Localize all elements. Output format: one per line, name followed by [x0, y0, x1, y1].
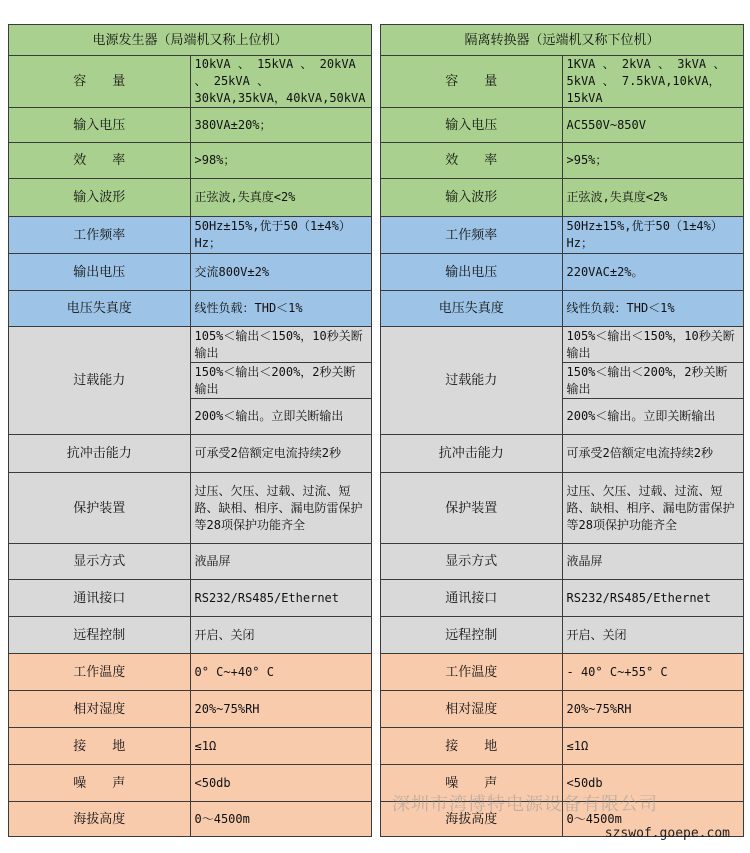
humidity-label: 相对湿度	[9, 691, 191, 728]
frequency-label: 工作频率	[9, 217, 191, 254]
power-generator-spec-table	[8, 24, 372, 837]
surge-label: 抗冲击能力	[9, 435, 191, 473]
altitude-value: 0～4500m	[190, 802, 372, 837]
frequency-value: 50Hz±15%,优于50（1±4%）Hz；	[190, 217, 372, 254]
overload-value-3: 200%＜输出。立即关断输出	[562, 399, 744, 435]
remote-value: 开启、关闭	[190, 617, 372, 654]
ground-value: ≤1Ω	[562, 728, 744, 765]
frequency-value: 50Hz±15%,优于50（1±4%）Hz；	[562, 217, 744, 254]
humidity-label: 相对湿度	[381, 691, 563, 728]
input-waveform-value: 正弦波,失真度<2%	[190, 179, 372, 217]
overload-label: 过载能力	[381, 327, 563, 435]
overload-value-2: 150%＜输出＜200%，2秒关断输出	[190, 363, 372, 399]
humidity-value: 20%~75%RH	[562, 691, 744, 728]
comm-value: RS232/RS485/Ethernet	[190, 580, 372, 617]
display-value: 液晶屏	[190, 544, 372, 580]
overload-label: 过载能力	[9, 327, 191, 435]
company-watermark: 深圳市湾博特电源设备有限公司	[392, 794, 658, 815]
humidity-value: 20%~75%RH	[190, 691, 372, 728]
altitude-label: 海拔高度	[9, 802, 191, 837]
capacity-value: 1KVA 、 2kVA 、 3kVA 、 5kVA 、 7.5kVA,10kVA，15kVA	[562, 56, 744, 108]
overload-value-2: 150%＜输出＜200%，2秒关断输出	[562, 363, 744, 399]
noise-label: 噪 声	[381, 765, 563, 802]
table-title: 电源发生器（局端机又称上位机）	[9, 25, 372, 56]
remote-label: 远程控制	[381, 617, 563, 654]
frequency-label: 工作频率	[381, 217, 563, 254]
site-url: szswof.goepe.com	[604, 826, 730, 841]
protection-value: 过压、欠压、过载、过流、短路、缺相、相序、漏电防雷保护等28项保护功能齐全	[562, 473, 744, 544]
protection-value: 过压、欠压、过载、过流、短路、缺相、相序、漏电防雷保护等28项保护功能齐全	[190, 473, 372, 544]
surge-value: 可承受2倍额定电流持续2秒	[562, 435, 744, 473]
distortion-value: 线性负载：THD＜1%	[190, 291, 372, 327]
input-voltage-value: AC550V~850V	[562, 108, 744, 143]
output-voltage-value: 220VAC±2%。	[562, 254, 744, 291]
efficiency-value: >95%；	[562, 143, 744, 179]
input-waveform-label: 输入波形	[381, 179, 563, 217]
overload-value-1: 105%＜输出＜150%，10秒关断输出	[190, 327, 372, 363]
noise-label: 噪 声	[9, 765, 191, 802]
protection-label: 保护装置	[381, 473, 563, 544]
isolation-converter-spec-table	[380, 24, 744, 837]
distortion-value: 线性负载：THD＜1%	[562, 291, 744, 327]
noise-value: <50db	[190, 765, 372, 802]
surge-value: 可承受2倍额定电流持续2秒	[190, 435, 372, 473]
temp-label: 工作温度	[381, 654, 563, 691]
comm-label: 通讯接口	[9, 580, 191, 617]
altitude-value: 0～4500m	[562, 802, 744, 837]
comm-value: RS232/RS485/Ethernet	[562, 580, 744, 617]
comm-label: 通讯接口	[381, 580, 563, 617]
input-waveform-label: 输入波形	[9, 179, 191, 217]
remote-label: 远程控制	[9, 617, 191, 654]
input-waveform-value: 正弦波,失真度<2%	[562, 179, 744, 217]
ground-label: 接 地	[9, 728, 191, 765]
overload-value-3: 200%＜输出。立即关断输出	[190, 399, 372, 435]
output-voltage-label: 输出电压	[381, 254, 563, 291]
input-voltage-label: 输入电压	[9, 108, 191, 143]
ground-value: ≤1Ω	[190, 728, 372, 765]
display-label: 显示方式	[9, 544, 191, 580]
capacity-label: 容 量	[381, 56, 563, 108]
input-voltage-value: 380VA±20%；	[190, 108, 372, 143]
display-label: 显示方式	[381, 544, 563, 580]
remote-value: 开启、关闭	[562, 617, 744, 654]
surge-label: 抗冲击能力	[381, 435, 563, 473]
distortion-label: 电压失真度	[9, 291, 191, 327]
noise-value: <50db	[562, 765, 744, 802]
table-title: 隔离转换器（远端机又称下位机）	[381, 25, 744, 56]
capacity-value: 10kVA 、 15kVA 、 20kVA 、 25kVA 、 30kVA,35kVA，40kVA,50kVA	[190, 56, 372, 108]
altitude-label: 海拔高度	[381, 802, 563, 837]
efficiency-label: 效 率	[381, 143, 563, 179]
temp-value: 0° C~+40° C	[190, 654, 372, 691]
spec-comparison	[8, 24, 744, 837]
capacity-label: 容 量	[9, 56, 191, 108]
output-voltage-value: 交流800V±2%	[190, 254, 372, 291]
output-voltage-label: 输出电压	[9, 254, 191, 291]
ground-label: 接 地	[381, 728, 563, 765]
protection-label: 保护装置	[9, 473, 191, 544]
input-voltage-label: 输入电压	[381, 108, 563, 143]
distortion-label: 电压失真度	[381, 291, 563, 327]
efficiency-label: 效 率	[9, 143, 191, 179]
overload-value-1: 105%＜输出＜150%，10秒关断输出	[562, 327, 744, 363]
temp-value: - 40° C~+55° C	[562, 654, 744, 691]
temp-label: 工作温度	[9, 654, 191, 691]
display-value: 液晶屏	[562, 544, 744, 580]
efficiency-value: >98%；	[190, 143, 372, 179]
